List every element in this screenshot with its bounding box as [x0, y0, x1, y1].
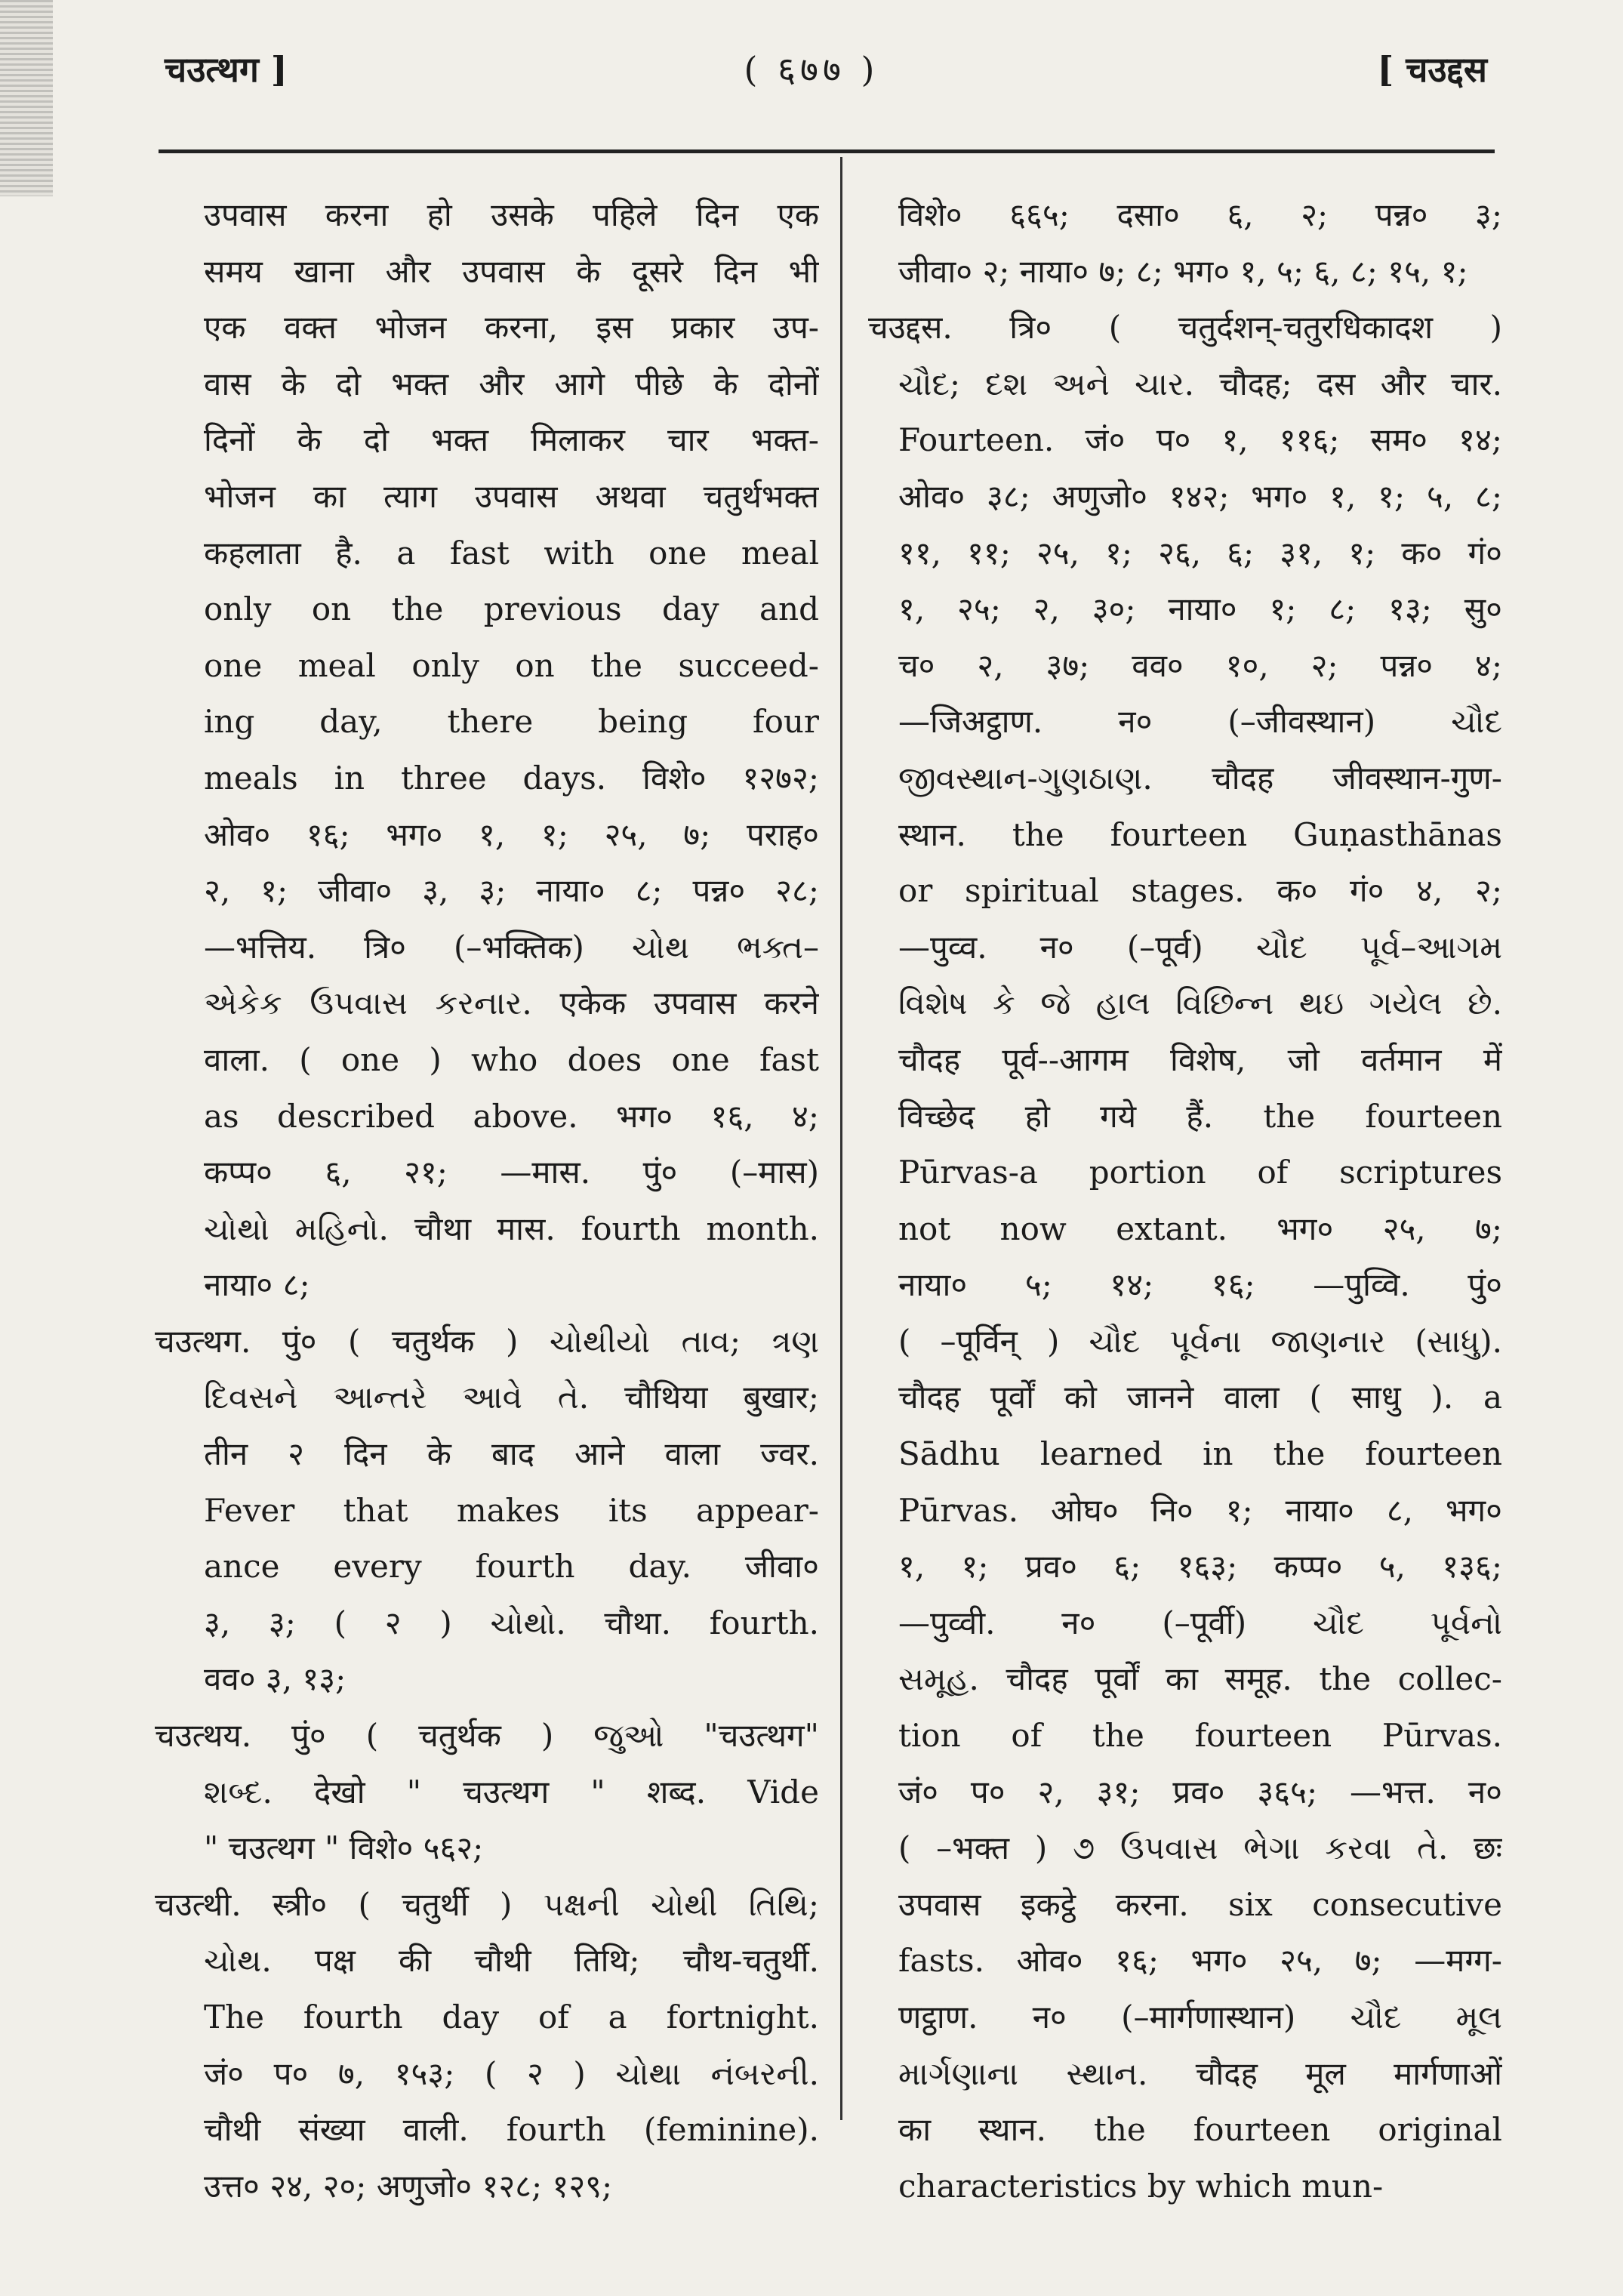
right-column-line: जीवा० २; नाया० ७; ८; भग० १, ५; ६, ८; १५, १; [898, 252, 1468, 290]
right-column-line: चउद्दस. त्रि० ( चतुर्दशन्-चतुरधिकादश ) [868, 309, 1502, 347]
right-column-line: ચૌદ; દશ અને ચાર. चौदह; दस और चार. [898, 365, 1502, 402]
right-column-line: fasts. ओव० १६; भग० २५, ७; —मग्ग- [898, 1942, 1502, 1980]
right-column-line: Sādhu learned in the fourteen [898, 1435, 1502, 1473]
scan-edge-artifact [0, 0, 53, 196]
right-column-line: Fourteen. जं० प० १, ११६; सम० १४; [898, 421, 1502, 459]
left-column-line: तीन २ दिन के बाद आने वाला ज्वर. [204, 1435, 819, 1473]
left-column-line: ing day, there being four [204, 703, 819, 741]
left-column-line: नाया० ८; [204, 1266, 310, 1304]
right-column-line: उपवास इकट्ठे करना. six consecutive [898, 1885, 1502, 1923]
header-rule [159, 149, 1495, 153]
left-column-line: उत्त० २४, २०; अणुजो० १२८; १२९; [204, 2167, 613, 2205]
right-column-line: विच्छेद हो गये हैं. the fourteen [898, 1097, 1502, 1135]
right-column-line: જીવસ્થાન-ગુણઠાણ. चौदह जीवस्थान-गुण- [898, 759, 1502, 797]
right-column-line: Pūrvas. ओघ० नि० १; नाया० ८, भग० [898, 1491, 1502, 1529]
left-column-line: ચોથો મહિનો. चौथा मास. fourth month. [204, 1210, 819, 1247]
right-column-line: चौदह पूर्वों को जानने वाला ( साधु ). a [898, 1379, 1502, 1416]
left-column-line: as described above. भग० १६, ४; [204, 1097, 819, 1135]
page-number: ( ६७७ ) [744, 49, 879, 90]
right-column-line: ( –भक्त ) ૭ ઉપવાસ ભેગા કરવા તે. छः [898, 1829, 1502, 1867]
right-column-line: ११, ११; २५, १; २६, ६; ३१, १; क० गं० [898, 534, 1502, 572]
left-column-line: २, १; जीवा० ३, ३; नाया० ८; पन्न० २८; [204, 872, 819, 910]
left-column-line: जं० प० ७, १५३; ( २ ) ચોથા નંબરની. [204, 2054, 819, 2092]
header-right-guideword: [ चउद्दस [1377, 49, 1487, 90]
right-column-line: स्थान. the fourteen Guṇasthānas [898, 815, 1502, 853]
right-column-line: or spiritual stages. क० गं० ४, २; [898, 872, 1502, 910]
left-column-line: meals in three days. विशे० १२७२; [204, 759, 819, 797]
right-column-line: च० २, ३७; वव० १०, २; पन्न० ४; [898, 646, 1502, 684]
left-column-line: भोजन का त्याग उपवास अथवा चतुर्थभक्त [204, 477, 819, 515]
left-column-line: उपवास करना हो उसके पहिले दिन एक [204, 196, 819, 233]
right-column [868, 187, 1502, 2214]
left-column-line: वास के दो भक्त और आगे पीछे के दोनों [204, 365, 819, 402]
left-column-line: कप्प० ६, २१; —मास. पुं० (–मास) [204, 1154, 819, 1191]
right-column-line: —पुव्व. न० (–पूर्व) ચૌદ પૂર્વ–આગમ [898, 928, 1502, 966]
right-column-line: સમૂહ. चौदह पूर्वों का समूह. the collec- [898, 1660, 1502, 1698]
right-column-line: માર્ગણાના સ્થાન. चौदह मूल मार्गणाओं [898, 2054, 1502, 2092]
right-column-line: characteristics by which mun- [898, 2167, 1384, 2205]
left-column-line: one meal only on the succeed- [204, 646, 819, 684]
right-column-line: —पुव्वी. न० (–पूर्वी) ચૌદ પૂર્વનો [898, 1604, 1502, 1641]
right-column-line: ओव० ३८; अणुजो० १४२; भग० १, १; ५, ८; [898, 477, 1502, 515]
right-column-line: विशे० ६६५; दसा० ६, २; पन्न० ३; [898, 196, 1502, 233]
left-column-line: चउत्थी. स्त्री० ( चतुर्थी ) પક્ષની ચોથી તિથિ; [155, 1885, 819, 1923]
left-column-line: दिनों के दो भक्त मिलाकर चार भक्त- [204, 421, 819, 459]
left-column-line: वव० ३, १३; [204, 1660, 346, 1698]
right-column-line: का स्थान. the fourteen original [898, 2111, 1502, 2149]
right-column-line: १, २५; २, ३०; नाया० १; ८; १३; सु० [898, 590, 1502, 628]
left-column-line: એકેક ઉપવાસ કરનાર. एकेक उपवास करने [204, 985, 819, 1022]
left-column-line: ओव० १६; भग० १, १; २५, ७; पराह० [204, 815, 819, 853]
right-column-line: —जिअट्ठाण. न० (–जीवस्थान) ચૌદ [898, 703, 1502, 741]
left-column-line: चउत्थग. पुं० ( चतुर्थक ) ચોથીયો તાવ; ત્રણ [155, 1322, 819, 1360]
left-column-line: वाला. ( one ) who does one fast [204, 1040, 819, 1078]
left-column-line: Fever that makes its appear- [204, 1491, 819, 1529]
right-column-line: १, १; प्रव० ६; १६३; कप्प० ५, १३६; [898, 1548, 1502, 1586]
left-column-line: The fourth day of a fortnight. [204, 1999, 819, 2036]
left-column-line: ચોથ. पक्ष की चौथी तिथि; चौथ-चतुर्थी. [204, 1942, 819, 1980]
right-column-line: વિશેષ કે જે હાલ વિછિન્ન થઇ ગયેલ છે. [898, 985, 1502, 1022]
right-column-line: ( –पूर्विन् ) ચૌદ પૂર્વના જાણનાર (સાધુ). [898, 1322, 1502, 1360]
right-column-line: not now extant. भग० २५, ७; [898, 1210, 1502, 1247]
right-column-line: नाया० ५; १४; १६; —पुव्वि. पुं० [898, 1266, 1502, 1304]
left-column-line: ance every fourth day. जीवा० [204, 1548, 819, 1586]
right-column-line: जं० प० २, ३१; प्रव० ३६५; —भत्त. न० [898, 1773, 1502, 1811]
header-left-guideword: चउत्थग ] [165, 49, 288, 90]
left-column-line: only on the previous day and [204, 590, 819, 628]
left-column-line: ३, ३; ( २ ) ચોથો. चौथा. fourth. [204, 1604, 819, 1641]
right-column-line: चौदह पूर्व--आगम विशेष, जो वर्तमान में [898, 1040, 1502, 1078]
right-column-line: णट्ठाण. न० (–मार्गणास्थान) ચૌદ મૂલ [898, 1999, 1502, 2036]
left-column-line: समय खाना और उपवास के दूसरे दिन भी [204, 252, 819, 290]
left-column-line: कहलाता है. a fast with one meal [204, 534, 819, 572]
right-column-line: tion of the fourteen Pūrvas. [898, 1717, 1502, 1755]
left-column-line: —भत्तिय. त्रि० (–भक्तिक) ચોથ ભક્ત– [204, 928, 819, 966]
left-column-line: एक वक्त भोजन करना, इस प्रकार उप- [204, 309, 819, 347]
left-column [155, 187, 819, 2214]
left-column-line: શબ્દ. देखो " चउत्थग " शब्द. Vide [204, 1773, 819, 1811]
left-column-line: चौथी संख्या वाली. fourth (feminine). [204, 2111, 819, 2149]
right-column-line: Pūrvas-a portion of scriptures [898, 1154, 1502, 1191]
left-column-line: चउत्थय. पुं० ( चतुर्थक ) જુઓ "चउत्थग" [155, 1717, 819, 1755]
column-divider [840, 157, 842, 2120]
left-column-line: " चउत्थग " विशे० ५६२; [204, 1829, 484, 1867]
left-column-line: દિવસને આન્તરે આવે તે. चौथिया बुखार; [204, 1379, 819, 1416]
